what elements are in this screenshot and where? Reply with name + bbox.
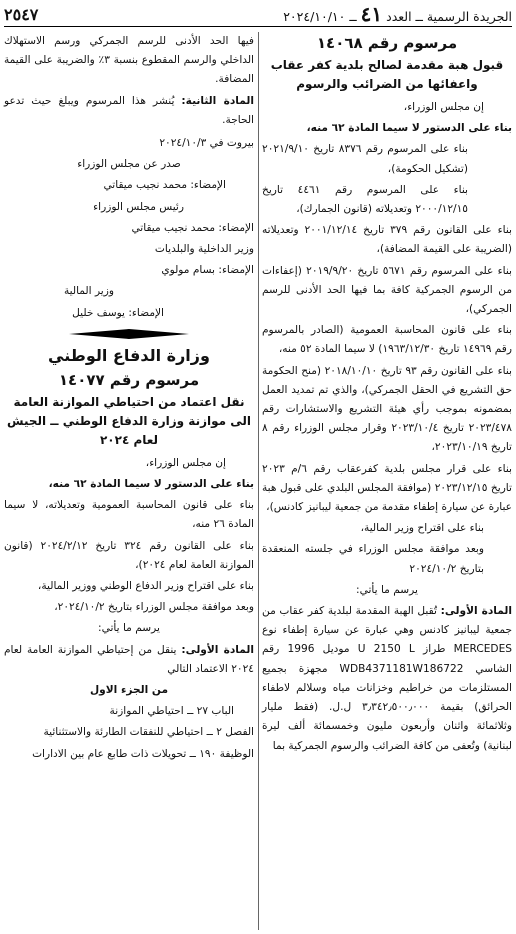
page-header [4,2,512,27]
signature-1: الإمضاء: محمد نجيب ميقاتي [103,179,226,192]
d2-decrees-following: يرسم ما يأتي: [98,622,160,635]
preamble-decree-8376: بناء على المرسوم رقم ٨٣٧٦ تاريخ ٢٠٢١/٩/١٠ (تشكيل الحكومة)، [262,143,468,175]
preamble-law-379: بناء على القانون رقم ٣٧٩ تاريخ ٢٠٠١/١٢/١٤ وتعديلاته (الضريبة على القيمة المضافة)، [262,224,512,256]
d2-article-one-label: المادة الأولى: [181,643,254,656]
issue-number: ٤١ [360,2,383,26]
d2-constitution: بناء على الدستور لا سيما المادة ٦٢ منه، [48,478,254,491]
article-one-continued: فيها الحد الأدنى للرسم الجمركي ورسم الاستهلاك الداخلي والرسم المقطوع بنسبة ٣٪ والضريبة على القيمة المضافة. [4,35,254,86]
d2-budget-law: بناء على القانون رقم ٣٢٤ تاريخ ٢٠٢٤/٢/١٢ (قانون الموازنة العامة لعام ٢٠٢٤)، [4,539,255,571]
decree-2-subject: نقل اعتماد من احتياطي الموازنة العامة الى موازنة وزارة الدفاع الوطني ــ الجيش لعام ٢٠٢٤ [7,394,251,447]
preamble-constitution: بناء على الدستور لا سيما المادة ٦٢ منه، [306,122,512,135]
section-divider [4,327,254,341]
decree-subject: قبول هبة مقدمة لصالح بلدية كفر عقاب واعفائها من الضرائب والرسوم [270,58,504,91]
issue-place-date: بيروت في ٢٠٢٤/١٠/٣ [159,137,254,150]
right-column [262,32,512,758]
preamble-law-93: بناء على القانون رقم ٩٣ تاريخ ٢٠١٨/١٠/١٠ (منح الحكومة حق التشريع في الحقل الجمركي)، والذي تم تمديد العمل بمضمونه بموجب رأي هيئة التشريع والاستشارات رقم ٢٠٢٣/٤٧٨ تاريخ ٢٠٢٣/١٠/٤ وقرار مجلس الوزراء رقم ٨ تاريخ ٢٠٢٣/١٠/١٩، [262,364,512,454]
preamble-municipal-decision: بناء على قرار مجلس بلدية كفرعقاب رقم ٦/م ٢٠٢٣ تاريخ ٢٠٢٣/١٢/١٥ (موافقة المجلس البلدي على قبول هبة عبارة عن سيارة إطفاء مقدمة من جمعية ليبانيز كادنس)، [262,462,512,514]
d2-article-one [4,641,254,679]
signature-finance-title: وزير المالية [63,285,114,298]
d2-council: إن مجلس الوزراء، [145,456,226,469]
decree-2-number: مرسوم رقم ١٤٠٧٧ [58,370,200,389]
page-number: ٢٥٤٧ [4,4,39,24]
budget-section: الفصل ٢ ــ احتياطي للنفقات الطارئة والاستثنائية [43,726,254,739]
signature-interior-title: وزير الداخلية والبلديات [154,243,254,256]
d2-proposal: بناء على اقتراح وزير الدفاع الوطني ووزير المالية، [37,580,254,593]
left-column [4,32,254,766]
budget-part: من الجزء الاول [89,684,168,697]
article-one-label: المادة الأولى: [440,605,512,618]
signature-issued-by: صدر عن مجلس الوزراء [77,158,181,171]
article-two-label: المادة الثانية: [181,94,254,107]
article-two [4,92,254,130]
ministry-title: وزارة الدفاع الوطني [48,345,210,365]
issue-date: ــ ٢٠٢٤/١٠/١٠ [283,9,357,24]
budget-chapter: الباب ٢٧ ــ احتياطي الموازنة [109,705,234,718]
column-divider [258,32,259,930]
decrees-following: يرسم ما يأتي: [356,583,418,596]
signature-4: الإمضاء: يوسف خليل [72,306,164,319]
preamble-accounting-law: بناء على قانون المحاسبة العمومية (الصادر بالمرسوم رقم ١٤٩٦٩ تاريخ ١٩٦٣/١٢/٣٠) لا سيما المادة ٥٢ منه، [262,324,512,356]
d2-approval: وبعد موافقة مجلس الوزراء بتاريخ ٢٠٢٤/١٠/٢، [54,601,254,614]
preamble-finance-proposal: بناء على اقتراح وزير المالية، [360,522,484,535]
budget-function: الوظيفة ١٩٠ ــ تحويلات ذات طابع عام بين الادارات [32,747,254,760]
preamble-council: إن مجلس الوزراء، [403,101,484,113]
article-one-text: تُقبل الهبة المقدمة لبلدية كفر عقاب من جمعية ليبانيز كادنس وهي عبارة عن سيارة إطفاء نوع MERCEDES طراز U 2150 L موديل 1996 رقم الشاسي WDB4371181W186722 مجهزة بجميع المستلزمات من خراطيم وخزانات مياه وسلالم لاطفاء الحرائق) بقيمة ٣٫٣٤٢٫٥٠٠٫٠٠٠ ل.ل. (فقط مليار وثلاثمائة واثنان وأربعون مليون وخمسمائة ألف ليرة لبنانية) وتُعفى من كافة الضرائب والرسوم الجمركية بما [262,605,512,752]
signature-2: الإمضاء: محمد نجيب ميقاتي [131,221,254,234]
d2-article-one-text: ينقل من إحتياطي الموازنة العامة لعام ٢٠٢٤ الاعتماد التالي [4,643,254,675]
preamble-council-approval: وبعد موافقة مجلس الوزراء في جلسته المنعقدة بتاريخ ٢٠٢٤/١٠/٢ [262,543,484,575]
signature-3: الإمضاء: بسام مولوي [161,264,254,277]
signature-pm-title: رئيس مجلس الوزراء [93,200,184,213]
article-one [262,602,512,756]
decree-title-number: مرسوم رقم ١٤٠٦٨ [316,34,458,52]
journal-name: الجريدة الرسمية ــ العدد [386,9,512,24]
preamble-decree-5671: بناء على المرسوم رقم ٥٦٧١ تاريخ ٢٠١٩/٩/٢٠ (إعفاءات من الرسوم الجمركية كافة بما فيها الحد الأدنى للرسم الجمركي)، [262,264,512,316]
preamble-decree-4461: بناء على المرسوم رقم ٤٤٦١ تاريخ ٢٠٠٠/١٢/١٥ وتعديلاته (قانون الجمارك)، [262,183,468,216]
header-title [283,2,512,26]
article-two-text: يُنشر هذا المرسوم ويبلغ حيث تدعو الحاجة. [4,94,254,126]
d2-accounting-law: بناء على قانون المحاسبة العمومية وتعديلاته، لا سيما المادة ٢٦ منه، [4,499,254,531]
